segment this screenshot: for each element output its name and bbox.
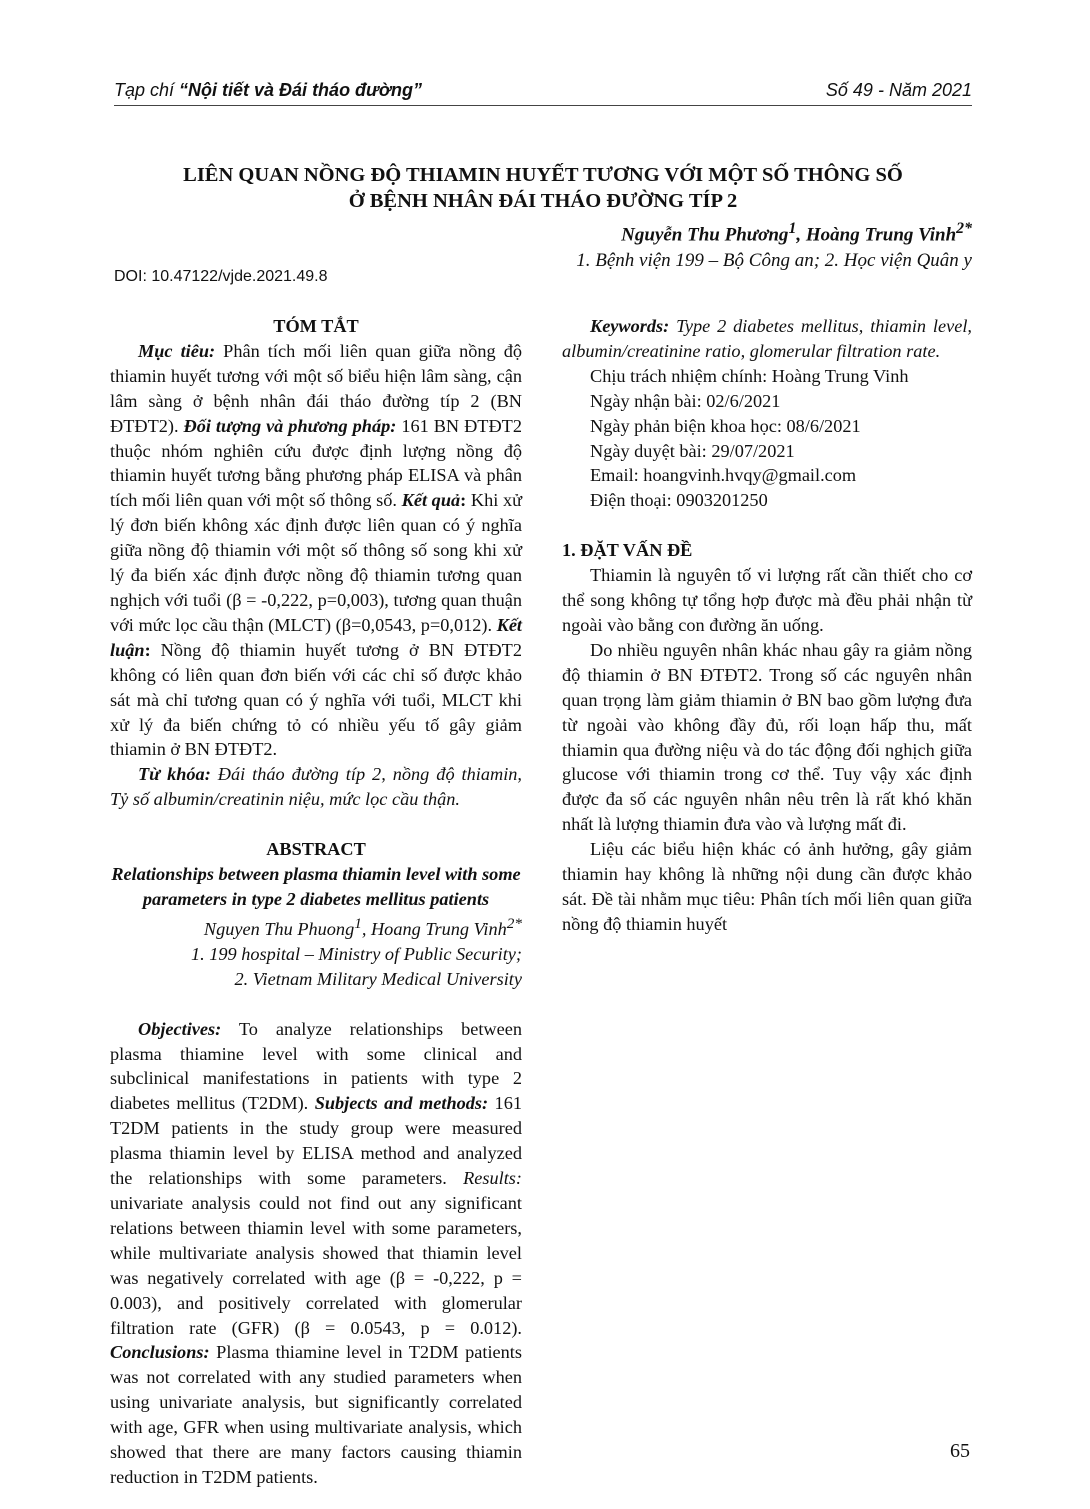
tomtat-keywords: Từ khóa: Đái tháo đường típ 2, nồng độ thiamin, Tỷ số albumin/creatinin niệu, mức lọc cầu thận.	[110, 764, 522, 810]
section-1-paragraph-1: Thiamin là nguyên tố vi lượng rất cần thiết cho cơ thể song không tự tổng hợp được mà đều phải nhận từ ngoài vào bằng con đường ăn uống.	[562, 565, 972, 635]
running-header	[114, 80, 972, 106]
title-line-2: Ở BỆNH NHÂN ĐÁI THÁO ĐƯỜNG TÍP 2	[348, 190, 738, 212]
corresponding-author: Chịu trách nhiệm chính: Hoàng Trung Vinh	[590, 365, 909, 386]
abstract-affiliation-1: 1. 199 hospital – Ministry of Public Security;	[190, 943, 522, 964]
tomtat-heading: TÓM TẮT	[273, 316, 359, 336]
abstract-affiliation-2: 2. Vietnam Military Medical University	[234, 968, 522, 989]
section-1-paragraph-2: Do nhiều nguyên nhân khác nhau gây ra giảm nồng độ thiamin ở BN ĐTĐT2. Trong số các nguyên nhân quan trọng làm giảm thiamin ở BN bao gồm lượng đưa từ ngoài vào không đầy đủ, rối loạn hấp thu, mất thiamin qua đường niệu và do tác động đối nghịch giữa glucose với thiamin trong cơ thể. Tuy vậy xác định được đa số các nguyên nhân nêu trên là rất khó khăn nhất là lượng thiamin đưa vào và lượng mất đi.	[562, 639, 972, 835]
author-names: Nguyễn Thu Phương$^1$, Hoàng Trung Vinh$^{2*}$	[621, 220, 972, 246]
abstract-body: Objectives: To analyze relationships between plasma thiamine level with some clinical and subclinical manifestations in patients with type 2 diabetes mellitus (T2DM). Subjects and methods: 161 T2DM patients in the study group were measured plasma thiamin level by ELISA method and analyzed the relationships with some parameters. Results: univariate analysis could not find out any significant relations between thiamin level with some parameters, while multivariate analysis showed that thiamin level was negatively correlated with age (β = -0,222, p = 0.003), and positively correlated with glomerular filtration rate (GFR) (β = 0.0543, p = 0.012). Conclusions: Plasma thiamine level in T2DM patients was not correlated with any studied parameters when using univariate analysis, but significantly correlated with age, GFR when using multivariate analysis, which showed that there are many factors causing thiamin reduction in T2DM patients.	[110, 1018, 522, 1487]
accepted-date: Ngày duyệt bài: 29/07/2021	[590, 440, 795, 461]
review-date: Ngày phản biện khoa học: 08/6/2021	[590, 415, 861, 436]
received-date: Ngày nhận bài: 02/6/2021	[590, 390, 781, 411]
issue-info: Số 49 - Năm 2021	[825, 80, 972, 100]
doi: DOI: 10.47122/vjde.2021.49.8	[114, 268, 328, 285]
abstract-heading: ABSTRACT	[266, 839, 366, 860]
author-affiliations: 1. Bệnh viện 199 – Bộ Công an; 2. Học viện Quân y	[576, 250, 972, 272]
contact-phone: Điện thoại: 0903201250	[590, 490, 768, 511]
journal-title: Tạp chí “Nội tiết và Đái tháo đường”	[114, 80, 422, 100]
section-1-heading: 1. ĐẶT VẤN ĐỀ	[562, 540, 693, 561]
author-block	[576, 216, 972, 274]
title-line-1: LIÊN QUAN NỒNG ĐỘ THIAMIN HUYẾT TƯƠNG VỚI MỘT SỐ THÔNG SỐ	[183, 164, 903, 186]
abstract-title: Relationships between plasma thiamin level with some parameters in type 2 diabetes mellitus patients	[111, 864, 521, 909]
left-column	[110, 314, 522, 1490]
abstract-keywords: Keywords: Type 2 diabetes mellitus, thiamin level, albumin/creatinine ratio, glomerular filtration rate.	[562, 316, 972, 361]
abstract-authors: Nguyen Thu Phuong$^1$, Hoang Trung Vinh$^{2*}$	[203, 914, 522, 939]
page-number: 65	[950, 1440, 970, 1462]
section-1-paragraph-3: Liệu các biểu hiện khác có ảnh hưởng, gây giảm thiamin hay không là những nội dung cần được khảo sát. Đề tài nhằm mục tiêu: Phân tích mối liên quan giữa nồng độ thiamin huyết	[562, 839, 972, 934]
right-column	[562, 314, 972, 937]
tomtat-body: Mục tiêu: Phân tích mối liên quan giữa nồng độ thiamin huyết tương với một số biểu hiện lâm sàng, cận lâm sàng ở bệnh nhân đái tháo đường típ 2 (BN ĐTĐT2). Đối tượng và phương pháp: 161 BN ĐTĐT2 thuộc nhóm nghiên cứu được định lượng nồng độ thiamin huyết tương bằng phương pháp ELISA và phân tích mối liên quan với một số thông số. Kết quả: Khi xử lý đơn biến không xác định được liên quan có ý nghĩa giữa nồng độ thiamin với một số thông số song khi xử lý đa biến xác định được nồng độ thiamin tương quan nghịch với tuổi (β = -0,222, p=0,003), tương quan thuận với mức lọc cầu thận (MLCT) (β=0,0543, p=0,012). Kết luận: Nồng độ thiamin huyết tương ở BN ĐTĐT2 không có liên quan đơn biến với các chỉ số được khảo sát mà chỉ tương quan có ý nghĩa với tuổi, MLCT khi xử lý đa biến chứng tỏ có nhiều yếu tố gây giảm thiamin ở BN ĐTĐT2.	[110, 340, 523, 760]
correspondence-block	[562, 364, 972, 513]
article-title	[114, 162, 972, 214]
contact-email: Email: hoangvinh.hvqy@gmail.com	[590, 465, 857, 486]
